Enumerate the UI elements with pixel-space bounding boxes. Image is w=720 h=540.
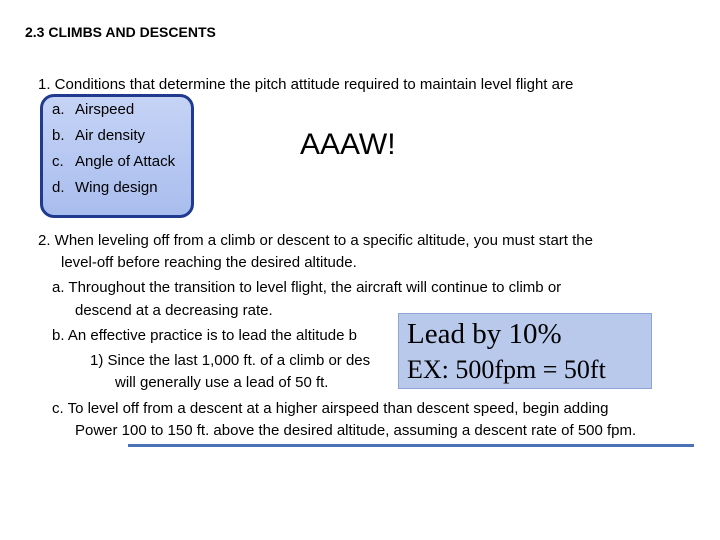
option-c-text: Angle of Attack [75,153,176,170]
item-2b1-line-1: 1) Since the last 1,000 ft. of a climb or des [90,352,371,369]
item-2a-line-2: descend at a decreasing rate. [75,302,273,319]
option-b-letter: b. [52,127,65,144]
option-a-letter: a. [52,101,65,118]
item-2a-line-1: a. Throughout the transition to level flight, the aircraft will continue to climb or [52,279,562,296]
option-a-text: Airspeed [75,101,135,118]
item-1-text: 1. Conditions that determine the pitch attitude required to maintain level flight are [38,76,574,93]
item-2b-line-1: b. An effective practice is to lead the altitude b [52,327,357,344]
callout-line-1: Lead by 10% [407,318,562,350]
option-b-text: Air density [75,127,146,144]
item-2c-line-2: Power 100 to 150 ft. above the desired altitude, assuming a descent rate of 500 fpm. [75,422,637,439]
option-c-letter: c. [52,153,64,170]
item-2-line-1: 2. When leveling off from a climb or descent to a specific altitude, you must start the [38,232,593,249]
item-2b1-line-2: will generally use a lead of 50 ft. [115,374,329,391]
callout-line-2: EX: 500fpm = 50ft [407,355,606,384]
lead-callout-box [398,313,652,389]
option-d-text: Wing design [75,179,158,196]
item-2c-line-1: c. To level off from a descent at a higher airspeed than descent speed, begin adding [52,400,609,417]
mnemonic: AAAW! [300,128,396,161]
item-2-line-2: level-off before reaching the desired altitude. [61,254,357,271]
option-d-letter: d. [52,179,65,196]
divider-line [128,444,694,447]
page-title: 2.3 CLIMBS AND DESCENTS [25,24,216,40]
